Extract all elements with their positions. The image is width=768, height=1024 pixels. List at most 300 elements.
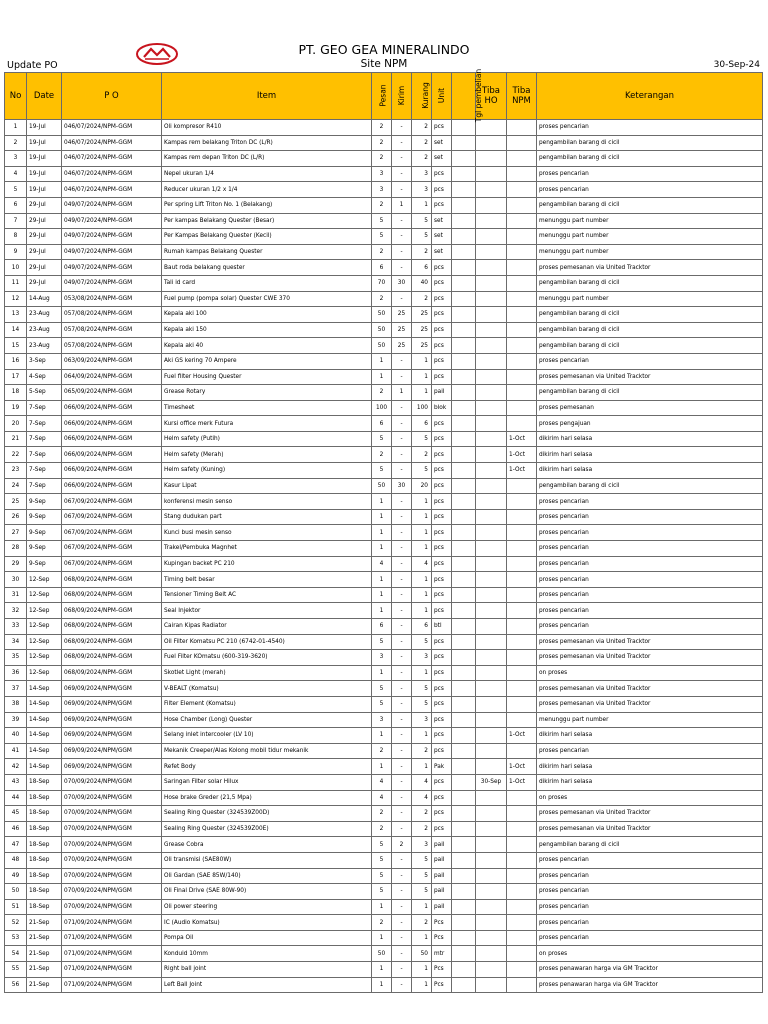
cell-keterangan: proses pencarian — [537, 587, 763, 603]
cell-date: 14-Sep — [27, 743, 62, 759]
cell-tiba-npm — [507, 806, 537, 822]
cell-tgl-pembelian — [452, 852, 476, 868]
cell-tgl-pembelian — [452, 244, 476, 260]
cell-date: 21-Sep — [27, 962, 62, 978]
cell-tiba-npm — [507, 385, 537, 401]
cell-tgl-pembelian — [452, 369, 476, 385]
cell-tiba-ho — [476, 213, 507, 229]
report-date: 30-Sep-24 — [713, 60, 760, 70]
cell-unit: pcs — [432, 478, 452, 494]
cell-no: 37 — [5, 681, 27, 697]
cell-kurang: 2 — [412, 743, 432, 759]
cell-keterangan: proses pencarian — [537, 619, 763, 635]
cell-kurang: 1 — [412, 509, 432, 525]
cell-pesan: 5 — [372, 229, 392, 245]
cell-kirim: - — [392, 447, 412, 463]
cell-po: 069/09/2024/NPM/GGM — [62, 681, 162, 697]
cell-po: 069/09/2024/NPM/GGM — [62, 743, 162, 759]
cell-po: 068/09/2024/NPM-GGM — [62, 572, 162, 588]
cell-keterangan: pengambilan barang di cicil — [537, 478, 763, 494]
cell-pesan: 3 — [372, 182, 392, 198]
table-row — [5, 884, 763, 900]
cell-kirim: - — [392, 509, 412, 525]
cell-kirim: - — [392, 244, 412, 260]
cell-item: Refet Body — [162, 759, 372, 775]
cell-po: 064/09/2024/NPM-GGM — [62, 369, 162, 385]
cell-tgl-pembelian — [452, 120, 476, 136]
table-row — [5, 478, 763, 494]
cell-item: Saringan Filter solar Hilux — [162, 774, 372, 790]
cell-keterangan: proses pencarian — [537, 572, 763, 588]
table-row — [5, 322, 763, 338]
table-row — [5, 930, 763, 946]
cell-tgl-pembelian — [452, 197, 476, 213]
cell-po: 068/09/2024/NPM-GGM — [62, 665, 162, 681]
cell-kurang: 1 — [412, 369, 432, 385]
cell-tiba-npm — [507, 151, 537, 167]
table-row — [5, 291, 763, 307]
cell-po: 071/09/2024/NPM/GGM — [62, 930, 162, 946]
cell-pesan: 4 — [372, 774, 392, 790]
col-no: No — [5, 73, 27, 120]
cell-kirim: - — [392, 431, 412, 447]
cell-unit: pcs — [432, 728, 452, 744]
cell-kirim: - — [392, 977, 412, 993]
cell-date: 23-Aug — [27, 338, 62, 354]
cell-tiba-npm — [507, 494, 537, 510]
cell-date: 7-Sep — [27, 447, 62, 463]
cell-kurang: 5 — [412, 229, 432, 245]
table-row — [5, 369, 763, 385]
cell-kurang: 6 — [412, 260, 432, 276]
cell-keterangan: proses pemesanan via United Tracktor — [537, 821, 763, 837]
cell-item: Pompa Oil — [162, 930, 372, 946]
table-row — [5, 525, 763, 541]
cell-tgl-pembelian — [452, 665, 476, 681]
col-po: P O — [62, 73, 162, 120]
table-row — [5, 151, 763, 167]
cell-item: Helm safety (Kuning) — [162, 463, 372, 479]
cell-tiba-ho — [476, 275, 507, 291]
cell-unit: pcs — [432, 806, 452, 822]
cell-tiba-ho — [476, 587, 507, 603]
cell-pesan: 70 — [372, 275, 392, 291]
cell-pesan: 1 — [372, 728, 392, 744]
cell-date: 29-Jul — [27, 244, 62, 260]
cell-kurang: 40 — [412, 275, 432, 291]
cell-no: 27 — [5, 525, 27, 541]
cell-kirim: - — [392, 759, 412, 775]
cell-tgl-pembelian — [452, 525, 476, 541]
cell-pesan: 1 — [372, 369, 392, 385]
cell-kirim: - — [392, 868, 412, 884]
cell-kurang: 1 — [412, 587, 432, 603]
cell-keterangan: pengambilan barang di cicil — [537, 837, 763, 853]
cell-unit: pcs — [432, 556, 452, 572]
cell-kurang: 100 — [412, 400, 432, 416]
cell-tiba-ho — [476, 743, 507, 759]
cell-kirim: - — [392, 213, 412, 229]
cell-po: 066/09/2024/NPM-GGM — [62, 478, 162, 494]
cell-unit: pcs — [432, 182, 452, 198]
cell-unit: pcs — [432, 665, 452, 681]
cell-tgl-pembelian — [452, 837, 476, 853]
cell-po: 066/09/2024/NPM-GGM — [62, 447, 162, 463]
cell-date: 9-Sep — [27, 509, 62, 525]
cell-pesan: 50 — [372, 307, 392, 323]
cell-item: Kampas rem belakang Triton DC (L/R) — [162, 135, 372, 151]
table-row — [5, 400, 763, 416]
cell-unit: mtr — [432, 946, 452, 962]
cell-kurang: 25 — [412, 338, 432, 354]
cell-po: 070/09/2024/NPM/GGM — [62, 790, 162, 806]
cell-tgl-pembelian — [452, 385, 476, 401]
cell-keterangan: menunggu part number — [537, 244, 763, 260]
cell-date: 19-Jul — [27, 120, 62, 136]
cell-kirim: - — [392, 182, 412, 198]
cell-unit: pcs — [432, 712, 452, 728]
cell-keterangan: dikirim hari selasa — [537, 447, 763, 463]
cell-tiba-ho — [476, 400, 507, 416]
cell-kurang: 2 — [412, 806, 432, 822]
cell-no: 25 — [5, 494, 27, 510]
cell-item: Skotlet Light (merah) — [162, 665, 372, 681]
cell-kirim: - — [392, 603, 412, 619]
cell-no: 53 — [5, 930, 27, 946]
cell-pesan: 5 — [372, 696, 392, 712]
cell-tiba-npm — [507, 275, 537, 291]
cell-kurang: 2 — [412, 821, 432, 837]
cell-po: 065/09/2024/NPM-GGM — [62, 385, 162, 401]
cell-pesan: 5 — [372, 463, 392, 479]
cell-item: Kepala aki 40 — [162, 338, 372, 354]
cell-unit: pail — [432, 868, 452, 884]
cell-po: 070/09/2024/NPM/GGM — [62, 774, 162, 790]
table-row — [5, 494, 763, 510]
cell-tiba-ho — [476, 728, 507, 744]
cell-tgl-pembelian — [452, 884, 476, 900]
table-row — [5, 213, 763, 229]
cell-item: Tensioner Timing Belt AC — [162, 587, 372, 603]
cell-tiba-ho — [476, 884, 507, 900]
cell-no: 32 — [5, 603, 27, 619]
cell-tiba-ho — [476, 525, 507, 541]
cell-tgl-pembelian — [452, 774, 476, 790]
cell-tiba-npm — [507, 790, 537, 806]
cell-kurang: 1 — [412, 572, 432, 588]
cell-keterangan: proses pemesanan via United Tracktor — [537, 806, 763, 822]
cell-tgl-pembelian — [452, 478, 476, 494]
cell-kurang: 1 — [412, 525, 432, 541]
cell-kirim: - — [392, 884, 412, 900]
cell-po: 049/07/2024/NPM-GGM — [62, 229, 162, 245]
cell-unit: pcs — [432, 525, 452, 541]
cell-tgl-pembelian — [452, 962, 476, 978]
cell-tgl-pembelian — [452, 400, 476, 416]
cell-item: Filter Element (Komatsu) — [162, 696, 372, 712]
cell-kirim: - — [392, 728, 412, 744]
cell-item: Timesheet — [162, 400, 372, 416]
cell-no: 4 — [5, 166, 27, 182]
cell-no: 5 — [5, 182, 27, 198]
cell-tiba-npm — [507, 603, 537, 619]
cell-po: 049/07/2024/NPM-GGM — [62, 244, 162, 260]
cell-keterangan: menunggu part number — [537, 712, 763, 728]
cell-kurang: 4 — [412, 774, 432, 790]
cell-tiba-ho — [476, 759, 507, 775]
cell-kirim: 1 — [392, 197, 412, 213]
cell-keterangan: proses pencarian — [537, 556, 763, 572]
cell-pesan: 50 — [372, 478, 392, 494]
table-row — [5, 650, 763, 666]
cell-kurang: 5 — [412, 431, 432, 447]
cell-tiba-npm — [507, 572, 537, 588]
cell-date: 18-Sep — [27, 806, 62, 822]
cell-tgl-pembelian — [452, 587, 476, 603]
cell-keterangan: proses pencarian — [537, 166, 763, 182]
cell-pesan: 6 — [372, 260, 392, 276]
cell-date: 18-Sep — [27, 852, 62, 868]
cell-no: 3 — [5, 151, 27, 167]
cell-unit: pcs — [432, 603, 452, 619]
cell-tgl-pembelian — [452, 151, 476, 167]
col-item: Item — [162, 73, 372, 120]
cell-tiba-ho — [476, 821, 507, 837]
cell-item: Helm safety (Merah) — [162, 447, 372, 463]
cell-item: Oli kompresor R410 — [162, 120, 372, 136]
cell-po: 057/08/2024/NPM-GGM — [62, 322, 162, 338]
cell-po: 070/09/2024/NPM/GGM — [62, 884, 162, 900]
cell-po: 070/09/2024/NPM/GGM — [62, 821, 162, 837]
cell-tgl-pembelian — [452, 977, 476, 993]
cell-no: 13 — [5, 307, 27, 323]
cell-unit: set — [432, 151, 452, 167]
cell-tiba-npm — [507, 120, 537, 136]
cell-tiba-npm: 1-Oct — [507, 463, 537, 479]
cell-tiba-ho — [476, 806, 507, 822]
cell-pesan: 2 — [372, 135, 392, 151]
cell-pesan: 6 — [372, 619, 392, 635]
col-tiba-npm: Tiba NPM — [507, 73, 537, 120]
cell-item: Nepel ukuran 1/4 — [162, 166, 372, 182]
cell-item: Oli transmisi (SAE80W) — [162, 852, 372, 868]
cell-item: Kursi office merk Futura — [162, 416, 372, 432]
cell-pesan: 1 — [372, 509, 392, 525]
cell-keterangan: proses pencarian — [537, 541, 763, 557]
cell-no: 19 — [5, 400, 27, 416]
cell-no: 14 — [5, 322, 27, 338]
cell-pesan: 1 — [372, 665, 392, 681]
cell-no: 12 — [5, 291, 27, 307]
cell-pesan: 1 — [372, 353, 392, 369]
cell-pesan: 5 — [372, 837, 392, 853]
cell-date: 5-Sep — [27, 385, 62, 401]
cell-date: 21-Sep — [27, 977, 62, 993]
cell-kurang: 2 — [412, 447, 432, 463]
cell-date: 21-Sep — [27, 930, 62, 946]
cell-date: 7-Sep — [27, 478, 62, 494]
cell-tiba-npm — [507, 884, 537, 900]
cell-date: 14-Sep — [27, 712, 62, 728]
cell-tiba-npm — [507, 416, 537, 432]
table-row — [5, 229, 763, 245]
cell-date: 4-Sep — [27, 369, 62, 385]
cell-kirim: - — [392, 806, 412, 822]
cell-tiba-ho — [476, 790, 507, 806]
cell-kurang: 2 — [412, 120, 432, 136]
table-row — [5, 541, 763, 557]
table-row — [5, 915, 763, 931]
cell-tiba-npm — [507, 541, 537, 557]
cell-unit: pcs — [432, 416, 452, 432]
cell-item: konferensi mesin senso — [162, 494, 372, 510]
cell-keterangan: proses pencarian — [537, 509, 763, 525]
cell-pesan: 1 — [372, 572, 392, 588]
cell-no: 36 — [5, 665, 27, 681]
cell-unit: pail — [432, 837, 452, 853]
cell-tiba-npm — [507, 619, 537, 635]
cell-keterangan: dikirim hari selasa — [537, 728, 763, 744]
cell-date: 23-Aug — [27, 322, 62, 338]
cell-keterangan: pengambilan barang di cicil — [537, 385, 763, 401]
cell-tgl-pembelian — [452, 338, 476, 354]
cell-kurang: 25 — [412, 307, 432, 323]
cell-tiba-ho — [476, 166, 507, 182]
cell-tiba-ho — [476, 572, 507, 588]
cell-pesan: 3 — [372, 650, 392, 666]
cell-pesan: 5 — [372, 852, 392, 868]
cell-tiba-ho — [476, 852, 507, 868]
table-row — [5, 463, 763, 479]
cell-po: 069/09/2024/NPM/GGM — [62, 728, 162, 744]
cell-tiba-ho — [476, 291, 507, 307]
cell-tiba-ho — [476, 977, 507, 993]
cell-tiba-npm: 1-Oct — [507, 759, 537, 775]
cell-tiba-npm: 1-Oct — [507, 728, 537, 744]
cell-date: 18-Sep — [27, 821, 62, 837]
cell-unit: pcs — [432, 587, 452, 603]
cell-keterangan: menunggu part number — [537, 291, 763, 307]
cell-keterangan: pengambilan barang di cicil — [537, 307, 763, 323]
cell-tgl-pembelian — [452, 291, 476, 307]
cell-keterangan: menunggu part number — [537, 213, 763, 229]
cell-tgl-pembelian — [452, 494, 476, 510]
cell-no: 35 — [5, 650, 27, 666]
cell-tiba-npm — [507, 852, 537, 868]
cell-kurang: 4 — [412, 556, 432, 572]
cell-tgl-pembelian — [452, 603, 476, 619]
table-row — [5, 603, 763, 619]
cell-date: 29-Jul — [27, 229, 62, 245]
cell-po: 046/07/2024/NPM-GGM — [62, 151, 162, 167]
table-row — [5, 431, 763, 447]
cell-tiba-npm: 1-Oct — [507, 447, 537, 463]
cell-item: Kasur Lipat — [162, 478, 372, 494]
cell-tiba-ho — [476, 244, 507, 260]
cell-kirim: - — [392, 696, 412, 712]
cell-pesan: 4 — [372, 556, 392, 572]
cell-po: 069/09/2024/NPM/GGM — [62, 759, 162, 775]
cell-keterangan: proses pencarian — [537, 120, 763, 136]
cell-tiba-npm — [507, 868, 537, 884]
cell-kurang: 25 — [412, 322, 432, 338]
cell-date: 19-Jul — [27, 151, 62, 167]
cell-tgl-pembelian — [452, 322, 476, 338]
cell-date: 18-Sep — [27, 790, 62, 806]
cell-kirim: 2 — [392, 837, 412, 853]
cell-tiba-npm — [507, 743, 537, 759]
cell-kurang: 5 — [412, 884, 432, 900]
cell-tiba-ho — [476, 696, 507, 712]
cell-item: Kepala aki 150 — [162, 322, 372, 338]
cell-keterangan: proses pencarian — [537, 603, 763, 619]
cell-tiba-ho — [476, 899, 507, 915]
cell-keterangan: proses penawaran harga via GM Tracktor — [537, 977, 763, 993]
cell-pesan: 5 — [372, 868, 392, 884]
cell-pesan: 2 — [372, 447, 392, 463]
col-keterangan: Keterangan — [537, 73, 763, 120]
cell-kurang: 5 — [412, 852, 432, 868]
cell-tiba-ho — [476, 837, 507, 853]
cell-unit: pail — [432, 899, 452, 915]
cell-date: 7-Sep — [27, 416, 62, 432]
cell-kirim: - — [392, 587, 412, 603]
cell-tgl-pembelian — [452, 821, 476, 837]
cell-no: 2 — [5, 135, 27, 151]
table-row — [5, 307, 763, 323]
cell-tiba-npm — [507, 229, 537, 245]
cell-pesan: 2 — [372, 806, 392, 822]
cell-unit: pail — [432, 385, 452, 401]
cell-unit: pcs — [432, 743, 452, 759]
cell-unit: pcs — [432, 447, 452, 463]
table-row — [5, 977, 763, 993]
cell-unit: Pcs — [432, 915, 452, 931]
cell-date: 12-Sep — [27, 603, 62, 619]
cell-tgl-pembelian — [452, 930, 476, 946]
cell-kurang: 1 — [412, 541, 432, 557]
cell-date: 18-Sep — [27, 774, 62, 790]
cell-no: 54 — [5, 946, 27, 962]
cell-pesan: 4 — [372, 790, 392, 806]
cell-unit: pcs — [432, 509, 452, 525]
cell-item: Right ball joint — [162, 962, 372, 978]
cell-unit: pcs — [432, 572, 452, 588]
cell-date: 14-Aug — [27, 291, 62, 307]
cell-keterangan: on proses — [537, 665, 763, 681]
cell-tiba-npm — [507, 930, 537, 946]
cell-kurang: 1 — [412, 962, 432, 978]
cell-kurang: 1 — [412, 353, 432, 369]
cell-date: 7-Sep — [27, 463, 62, 479]
cell-kirim: - — [392, 494, 412, 510]
cell-no: 38 — [5, 696, 27, 712]
table-row — [5, 806, 763, 822]
cell-kurang: 1 — [412, 385, 432, 401]
cell-date: 14-Sep — [27, 759, 62, 775]
cell-tgl-pembelian — [452, 650, 476, 666]
cell-tiba-npm — [507, 556, 537, 572]
cell-kirim: - — [392, 166, 412, 182]
cell-kirim: - — [392, 541, 412, 557]
cell-unit: set — [432, 213, 452, 229]
cell-pesan: 50 — [372, 322, 392, 338]
cell-unit: pcs — [432, 275, 452, 291]
cell-date: 18-Sep — [27, 837, 62, 853]
col-pesan: Pesan — [372, 73, 392, 120]
cell-date: 12-Sep — [27, 572, 62, 588]
cell-po: 071/09/2024/NPM/GGM — [62, 946, 162, 962]
